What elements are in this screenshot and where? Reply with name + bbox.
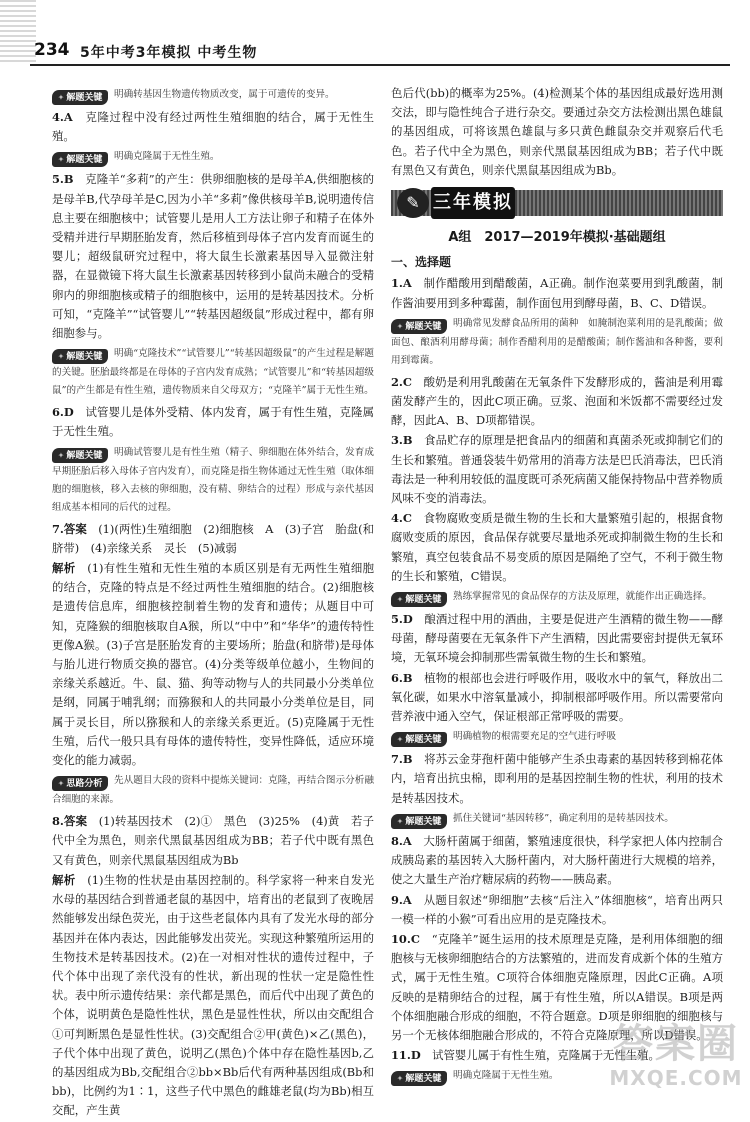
answer-text: 大肠杆菌属于细菌，繁殖速度很快，科学家把人体内控制合成胰岛素的基因转入大肠杆菌内，对大肠杆菌进行大规模的培养，使之大量生产治疗糖尿病的药物——胰岛素。 — [391, 833, 723, 887]
answer-paragraph — [391, 669, 723, 727]
key-note — [391, 315, 723, 370]
note-text: 明确植物的根需要充足的空气进行呼吸 — [453, 731, 617, 743]
answer-text: (1)(两性)生殖细胞 (2)细胞核 A (3)子宫 胎盘(和脐带) (4)亲缘关系 灵长 (5)减弱 — [52, 521, 374, 555]
answer-paragraph — [52, 403, 374, 441]
question-number: 5.B — [52, 172, 74, 187]
key-point-badge: ✦ 解题关键 — [391, 592, 447, 607]
header-rule — [30, 64, 730, 66]
analysis-badge: ✦ 思路分析 — [52, 776, 108, 791]
question-number: 解析 — [52, 872, 76, 887]
answer-paragraph — [52, 170, 374, 343]
note-text: 熟练掌握常见的食品保存的方法及原理，就能作出正确选择。 — [453, 591, 713, 603]
question-number: 10.C — [391, 931, 420, 946]
note-text: 明确转基因生物遗传物质改变，属于可遗传的变异。 — [114, 89, 335, 100]
answer-text: (1)有性生殖和无性生殖的本质区别是有无两性生殖细胞的结合，克隆的特点是不经过两性生殖细胞的结合。(2)细胞核是遗传信息库，细胞核控制着生物的发育和遗传；从题目中可知，克隆猴的细胞核取自A猴，所以“中中”和“华华”的遗传特性更像A猴。(3)子宫是胚胎发育的主要场所；胎盘(和脐带)是母体与胎儿进行物质交换的器官。(4)分类等级单位越小，生物间的亲缘关系越近。牛、鼠、猫、狗等动物与人的共同最小分类单位是纲，同属于哺乳纲；而猕猴和人的共同最小分类单位是目，同属于灵长目，所以猕猴和人的亲缘关系更近。(5)克隆属于无性生殖，后代一般只具有母体的遗传特性，变异性降低，适应环境变化的能力减弱。 — [52, 561, 374, 768]
question-number: 1.A — [391, 276, 412, 291]
key-note — [52, 772, 374, 809]
key-point-badge: ✦ 解题关键 — [391, 814, 447, 829]
question-type-heading: 一、选择题 — [391, 255, 452, 270]
watermark-logo — [606, 1022, 746, 1100]
watermark-cn: 答案圈 — [613, 1021, 739, 1067]
runner-icon: ✎ — [397, 188, 429, 218]
key-point-badge: ✦ 解题关键 — [52, 152, 108, 167]
question-number: 6.D — [52, 405, 74, 420]
note-text: 明确试管婴儿是有性生殖（精子、卵细胞在体外结合，发育成早期胚胎后移入母体子宫内发育），而克隆是指生物体通过无性生殖（取体细胞的细胞核，移入去核的卵细胞，没有精、卵结合的过程）形成与亲代基因组成基本相同的后代的过程。 — [52, 446, 374, 513]
key-point-badge: ✦ 解题关键 — [391, 1071, 447, 1086]
answer-paragraph — [391, 274, 723, 312]
answer-text: 从题目叙述“卵细胞”去核“后注入”体细胞核“，培育出两只一模一样的小猴”可看出应用的是克隆技术。 — [391, 892, 723, 926]
section-banner — [391, 186, 723, 220]
answer-paragraph — [52, 108, 374, 146]
key-note — [52, 345, 374, 400]
answer-text: 食品贮存的原理是把食品内的细菌和真菌杀死或抑制它们的生长和繁殖。普通袋装牛奶常用的消毒方法是巴氏消毒法，巴氏消毒法是一种利用较低的温度既可杀死病菌又能保持物品中营养物质风味不变的消毒法。 — [391, 433, 723, 506]
page-number: 234 — [34, 40, 70, 60]
note-text: 明确克隆属于无性生殖。 — [114, 151, 220, 163]
answer-text: 克隆过程中没有经过两性生殖细胞的结合，属于无性生殖。 — [52, 110, 374, 144]
answer-text: 试管婴儿属于有性生殖，克隆属于无性生殖。 — [432, 1048, 660, 1063]
answer-text: (1)生物的性状是由基因控制的。科学家将一种来自发光水母的基因结合到普通老鼠的基因中，培育出的老鼠到了夜晚居然能够发出绿色荧光，由于这些老鼠体内具有了发光水母的部分基因并在体内表达，因此能够发出荧光。实现这种繁殖所运用的生物技术是转基因技术。(2)在一对相对性状的遗传过程中，子代个体中出现了亲代没有的性状，新出现的性状一定是隐性性状。表中所示遗传结果：亲代都是黑色，而后代中出现了黄色的个体，说明黄色是隐性性状，黑色是显性性状，所以由交配组合①可判断黑色是显性性状。(3)交配组合②甲(黄色)×乙(黑色)，子代个体中出现了黄色，说明乙(黑色)个体中存在隐性基因b,乙的基因组成为Bb,交配组合②bb×Bb后代有两种基因组成(Bb和bb)，比例约为1∶1，这些子代中黑色的雌雄老鼠(均为Bb)相互交配，产生黄 — [52, 872, 374, 1118]
key-note — [52, 444, 374, 517]
note-text: 明确克隆属于无性生殖。 — [453, 1070, 559, 1082]
key-point-badge: ✦ 解题关键 — [52, 90, 108, 105]
note-text: 先从题目大段的资料中提炼关键词：克隆，再结合图示分析融合细胞的来源。 — [52, 775, 374, 806]
answer-text: 植物的根部也会进行呼吸作用，吸收水中的氧气，释放出二氧化碳，如果水中溶氧量减小，抑制根部呼吸作用。所以需要常向营养液中通入空气，保证根部正常呼吸的需要。 — [391, 670, 723, 724]
question-number: 8.A — [391, 833, 412, 848]
answer-text: 将苏云金芽孢杆菌中能够产生杀虫毒素的基因转移到棉花体内，培育出抗虫棉，即利用的是基因控制生物的性状，利用的技术是转基因技术。 — [391, 752, 723, 805]
answer-paragraph — [52, 559, 374, 770]
answer-paragraph — [391, 610, 723, 668]
answer-paragraph — [391, 84, 723, 180]
question-number: 解析 — [52, 561, 76, 576]
group-title: A组 2017—2019年模拟·基础题组 — [448, 230, 666, 246]
key-note — [391, 588, 723, 607]
watermark-en: MXQE.COM — [609, 1066, 743, 1090]
left-column — [52, 84, 374, 1122]
question-number: 9.A — [391, 892, 412, 907]
question-number: 7.B — [391, 752, 413, 767]
question-number: 6.B — [391, 670, 413, 685]
answer-text: 克隆羊“多莉”的产生：供卵细胞核的是母羊A,供细胞核的是母羊B,代孕母羊是C,因为小羊“多莉”像供核母羊B,说明遗传信息主要在细胞核中；试管婴儿是用人工方法让卵子和精子在体外受精并进行早期胚胎发育，然后移植到母体子宫内发育而诞生的婴儿；超级鼠研究过程中，将大鼠生长激素基因导入显微注射器，在显微镜下将大鼠生长激素基因转移到小鼠尚未融合的受精卵内的卵细胞核或精子的细胞核中，运用的是转基因技术。分析可知，“克隆羊”“试管婴儿”“转基因超级鼠”形成过程中，都有卵细胞参与。 — [52, 172, 374, 341]
question-number: 2.C — [391, 374, 412, 389]
answer-paragraph — [391, 431, 723, 508]
answer-paragraph — [52, 812, 374, 870]
answer-text: 试管婴儿是体外受精、体内发育，属于有性生殖，克隆属于无性生殖。 — [52, 405, 374, 439]
page-header — [0, 0, 750, 64]
answer-text: (1)转基因技术 (2)① 黑色 (3)25% (4)黄 若子代中全为黑色，则亲代黑鼠基因组成为BB；若子代中既有黑色又有黄色，则亲代黑鼠基因组成为Bb — [52, 814, 374, 867]
question-number: 4.A — [52, 110, 73, 124]
answer-text: “克隆羊”诞生运用的技术原理是克隆，是利用体细胞的细胞核与无核卵细胞结合的方法繁殖的，进而发育成新个体的生殖方式，属于无性生殖。C项符合体细胞克隆原理，因此C正确。A项反映的是精卵结合的过程，属于有性生殖，所以A错误。B项是两个体细胞融合形成的细胞，不符合题意。D项是卵细胞的细胞核与另一个无核体细胞融合形成的，不符合克隆原理，所以D错误。 — [391, 931, 723, 1042]
note-text: 抓住关键词“基因转移”，确定利用的是转基因技术。 — [453, 812, 674, 824]
answer-text: 制作醋酸用到醋酸菌，A正确。制作泡菜要用到乳酸菌，制作酱油要用到多种霉菌，制作面包用到酵母菌，B、C、D错误。 — [391, 276, 723, 310]
answer-text: 酸奶是利用乳酸菌在无氧条件下发酵形成的，酱油是利用霉菌发酵产生的，因此C项正确。豆浆、泡面和米饭都不需要经过发酵，因此A、B、D项都错误。 — [391, 374, 723, 428]
question-number: 3.B — [391, 433, 413, 448]
question-number: 8.答案 — [52, 814, 88, 829]
answer-text: 食物腐败变质是微生物的生长和大量繁殖引起的，根据食物腐败变质的原因，食品保存就要尽量地杀死或抑制微生物的生长和繁殖，真空包装食品不易变质的原因是隔绝了空气，不利于微生物的生长和繁殖，C错误。 — [391, 511, 723, 583]
answer-text: 酿酒过程中用的酒曲，主要是促进产生酒精的微生物——酵母菌，酵母菌要在无氧条件下产生酒精，因此需要密封提供无氧环境，无氧环境会抑制那些需氧微生物的生长和繁殖。 — [391, 612, 723, 665]
question-number: 5.D — [391, 612, 413, 627]
answer-paragraph — [52, 520, 374, 558]
note-text: 明确常见发酵食品所用的菌种 如腌制泡菜利用的是乳酸菌；做面包、酿酒利用酵母菌；制作香醋利用的是醋酸菌；制作酱油和各种酱，要利用到霉菌。 — [391, 317, 723, 366]
note-text: 明确“克隆技术”“试管婴儿”“转基因超级鼠”的产生过程是解题的关键。胚胎最终都是在母体的子宫内发育成熟；“试管婴儿”和“转基因超级鼠”的产生都是有性生殖，遗传物质来自父母双方；“克隆羊”属于无性生殖。 — [52, 348, 374, 397]
answer-paragraph — [391, 509, 723, 586]
answer-paragraph — [391, 891, 723, 929]
answer-paragraph — [391, 750, 723, 808]
banner-title: 三年模拟 — [431, 187, 515, 219]
book-title: 5年中考3年模拟 中考生物 — [80, 45, 258, 61]
right-column — [391, 84, 723, 1089]
key-point-badge: ✦ 解题关键 — [391, 319, 447, 334]
key-note — [391, 728, 723, 747]
question-number: 4.C — [391, 511, 412, 526]
key-point-badge: ✦ 解题关键 — [52, 448, 108, 463]
key-point-badge: ✦ 解题关键 — [391, 732, 447, 747]
answer-paragraph — [391, 373, 723, 431]
header-decoration — [0, 0, 36, 64]
answer-paragraph — [52, 871, 374, 1121]
question-number: 7.答案 — [52, 521, 87, 536]
key-note — [52, 86, 374, 105]
answer-paragraph — [391, 832, 723, 890]
key-note — [52, 148, 374, 167]
key-note — [391, 810, 723, 829]
answer-text: 色后代(bb)的概率为25%。(4)检测某个体的基因组成最好选用测交法，即与隐性纯合子进行杂交。要通过杂交方法检测出黑色雄鼠的基因组成，可将该黑色雄鼠与多只黄色雌鼠杂交并观察后代毛色。若子代中全为黑色，则亲代黑鼠基因组成为BB；若子代中既有黑色又有黄色，则亲代黑鼠基因组成为Bb。 — [391, 86, 723, 177]
key-point-badge: ✦ 解题关键 — [52, 349, 108, 364]
question-number: 11.D — [391, 1048, 421, 1063]
